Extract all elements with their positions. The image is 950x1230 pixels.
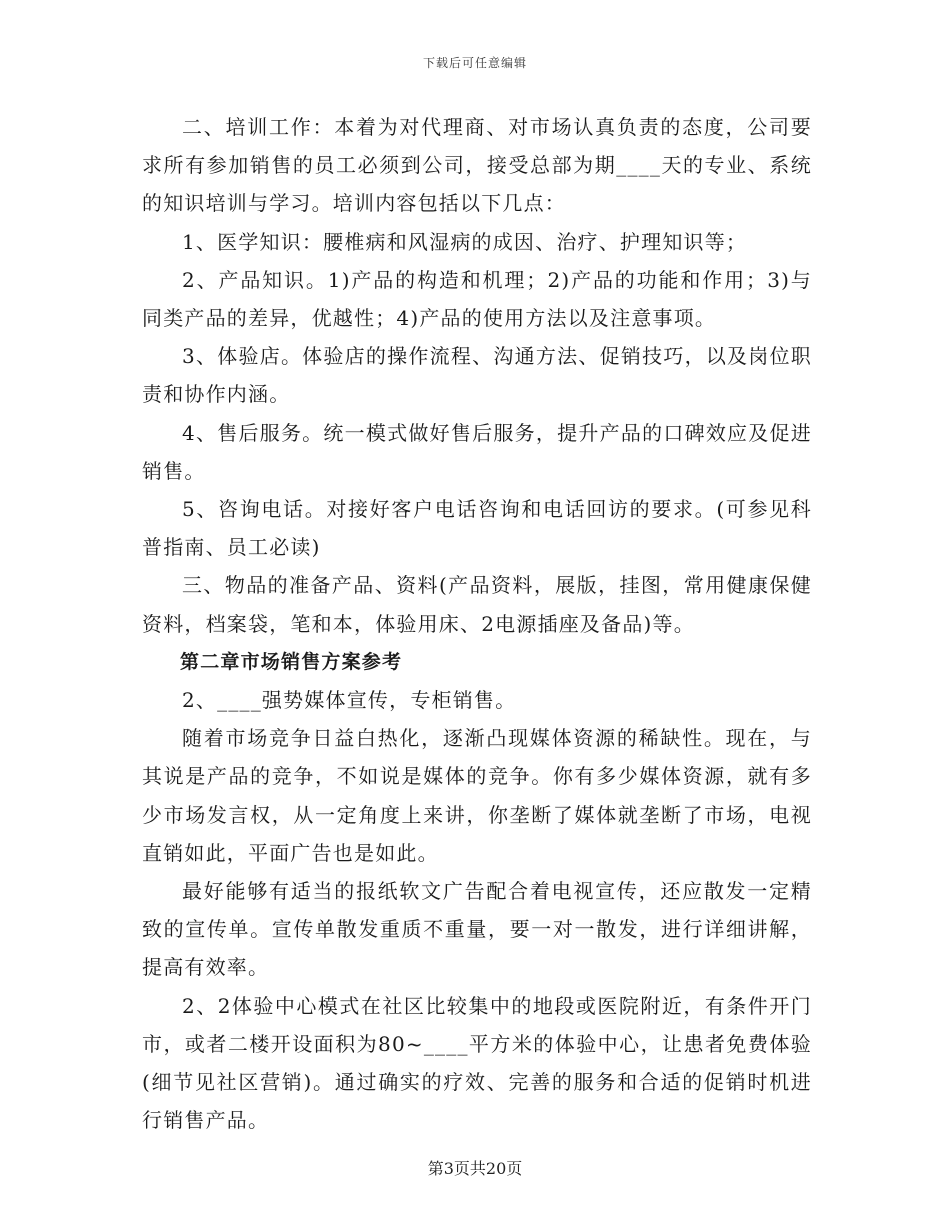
paragraph-training: 二、培训工作：本着为对代理商、对市场认真负责的态度，公司要求所有参加销售的员工必须到公司，接受总部为期____天的专业、系统的知识培训与学习。培训内容包括以下几点： bbox=[142, 115, 812, 216]
paragraph-newspaper-ads: 最好能够有适当的报纸软文广告配合着电视宣传，还应散发一定精致的宣传单。宣传单散发重质不重量，要一对一散发，进行详细讲解，提高有效率。 bbox=[142, 879, 812, 980]
paragraph-experience-store: 3、体验店。体验店的操作流程、沟通方法、促销技巧，以及岗位职责和协作内涵。 bbox=[142, 344, 812, 407]
paragraph-consulting-phone: 5、咨询电话。对接好客户电话咨询和电话回访的要求。(可参见科普指南、员工必读) bbox=[142, 497, 812, 560]
paragraph-medical-knowledge: 1、医学知识：腰椎病和风湿病的成因、治疗、护理知识等； bbox=[182, 229, 748, 254]
paragraph-materials: 三、物品的准备产品、资料(产品资料，展版，挂图，常用健康保健资料，档案袋，笔和本，体验用床、2电源插座及备品)等。 bbox=[142, 573, 812, 636]
paragraph-media-promotion: 2、____强势媒体宣传，专柜销售。 bbox=[182, 688, 517, 713]
document-body bbox=[142, 108, 812, 1139]
page-number: 第3页共20页 bbox=[427, 1159, 523, 1178]
paragraph-product-knowledge: 2、产品知识。1)产品的构造和机理；2)产品的功能和作用；3)与同类产品的差异，优越性；4)产品的使用方法以及注意事项。 bbox=[142, 267, 812, 331]
paragraph-after-sales: 4、售后服务。统一模式做好售后服务，提升产品的口碑效应及促进销售。 bbox=[142, 420, 812, 483]
paragraph-media-competition: 随着市场竞争日益白热化，逐渐凸现媒体资源的稀缺性。现在，与其说是产品的竞争，不如说是媒体的竞争。你有多少媒体资源，就有多少市场发言权，从一定角度上来讲，你垄断了媒体就垄断了市场，电视直销如此，平面广告也是如此。 bbox=[142, 726, 812, 865]
paragraph-experience-center: 2、2体验中心模式在社区比较集中的地段或医院附近，有条件开门市，或者二楼开设面积为80~____平方米的体验中心，让患者免费体验(细节见社区营销)。通过确实的疗效、完善的服务和合适的促销时机进行销售产品。 bbox=[142, 993, 812, 1133]
page-header: 下载后可任意编辑 bbox=[422, 56, 527, 70]
chapter-heading: 第二章市场销售方案参考 bbox=[180, 650, 403, 673]
